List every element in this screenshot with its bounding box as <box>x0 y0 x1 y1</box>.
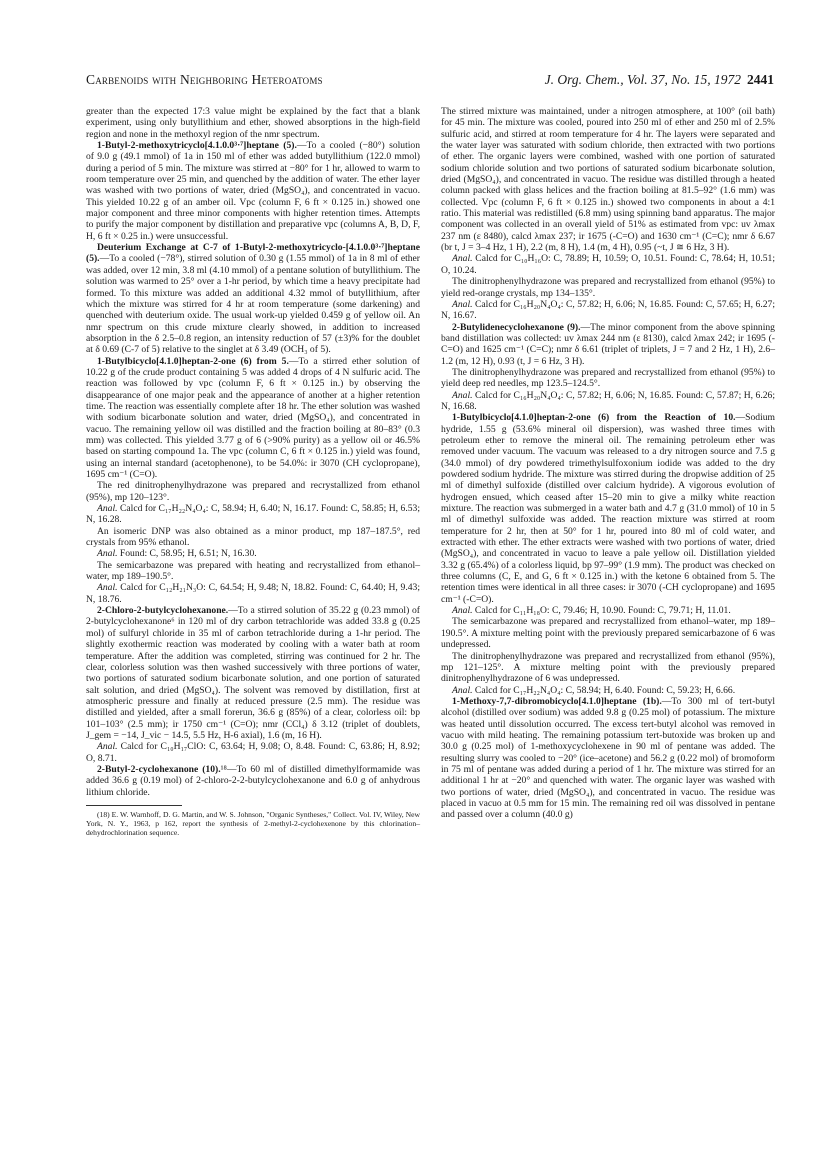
anal-label: Anal. <box>452 298 473 310</box>
anal-label: Anal. <box>452 605 473 617</box>
paragraph-text: The dinitrophenylhydrazone was prepared and recrystallized from ethanol (95%), mp 121–125°. A mixture melting point with the previously prepared dinitrophenylhydrazone of 6 was undepressed. <box>441 650 775 685</box>
anal-label: Anal. <box>97 548 118 560</box>
section-heading: 2-Butylidenecyclohexanone (9). <box>452 321 581 333</box>
paragraph <box>86 582 420 605</box>
paragraph <box>86 526 420 549</box>
anal-label: Anal. <box>452 253 473 265</box>
paragraph <box>86 548 420 559</box>
paragraph-text: Found: C, 58.95; H, 6.51; N, 16.30. <box>117 548 257 560</box>
paragraph-text: Calcd for C₁₇H₂₂N₄O₄: C, 58.94; H, 6.40; N, 16.17. Found: C, 58.85; H, 6.53; N, 16.28. <box>86 503 420 526</box>
paragraph-text: The red dinitrophenylhydrazone was prepared and recrystallized from ethanol (95%), mp 120–123°. <box>86 480 420 503</box>
anal-label: Anal. <box>452 684 473 696</box>
anal-label: Anal. <box>452 389 473 401</box>
paragraph-text: Calcd for C₁₀H₁₆O: C, 78.89; H, 10.59; O, 10.51. Found: C, 78.64; H, 10.51; O, 10.24. <box>441 253 775 276</box>
paragraph <box>86 480 420 503</box>
paragraph <box>86 741 420 764</box>
paragraph-text: —The minor component from the above spinning band distillation was collected: uv λmax 244 nm (ε 8130), calcd λmax 242; ir 1695 (-C=O) and 1625 cm⁻¹ (C=C); nmr δ 6.61 (triplet of triplets, J = 7 and 2 Hz, 1 H), 2.6–1.2 (m, 12 H), 0.93 (t, J = 6 Hz, 3 H). <box>441 321 775 367</box>
section-paragraph <box>441 322 775 367</box>
paragraph-text: The dinitrophenylhydrazone was prepared and recrystallized from ethanol (95%) to yield red-orange crystals, mp 134–135°. <box>441 276 775 299</box>
section-paragraph <box>86 140 420 242</box>
paragraph-text: The dinitrophenylhydrazone was prepared and recrystallized from ethanol (95%) to yield deep red needles, mp 123.5–124.5°. <box>441 366 775 390</box>
paragraph <box>86 106 420 140</box>
anal-label: Anal. <box>97 582 118 594</box>
section-heading: 2-Butyl-2-cyclohexanone (10). <box>97 763 221 775</box>
page-number: 2441 <box>747 72 774 87</box>
section-heading: 1-Butyl-2-methoxytricyclo[4.1.0.0³·⁷]heptane (5). <box>97 140 297 152</box>
paragraph-text: The semicarbazone was prepared with heating and recrystallized from ethanol–water, mp 189–190.5°. <box>86 559 420 583</box>
section-paragraph <box>441 696 775 821</box>
running-title: Carbenoids with Neighboring Heteroatoms <box>86 72 323 87</box>
paragraph <box>441 367 775 390</box>
paragraph-text: Calcd for C₁₆H₂₀N₄O₄: C, 57.82; H, 6.06; N, 16.85. Found: C, 57.87; H, 6.26; N, 16.68. <box>441 389 775 412</box>
section-paragraph <box>86 605 420 741</box>
paragraph <box>441 651 775 685</box>
footnote-rule <box>86 805 182 806</box>
section-heading: 1-Butylbicyclo[4.1.0]heptan-2-one (6) from 5. <box>97 355 289 367</box>
section-heading: 2-Chloro-2-butylcyclohexanone. <box>97 605 229 617</box>
paragraph-text: Calcd for C₁₁H₁₈O: C, 79.46; H, 10.90. Found: C, 79.71; H, 11.01. <box>472 605 731 617</box>
journal-name: J. Org. Chem., Vol. 37, No. 15, 1972 <box>544 72 741 87</box>
paragraph-text: —To a cooled (−80°) solution of 9.0 g (49.1 mmol) of 1a in 150 ml of ether was added butyllithium (122.0 mmol) during a period of 5 min. The mixture was stirred at −80° for 1 hr, allowed to warm to room temperature over 25 min, and quenched by the addition of water. The ether layer was washed with two portions of water, dried (MgSO₄), and concentrated in vacuo. This yielded 10.22 g of an amber oil. Vpc (column F, 6 ft × 0.125 in.) showed one major component and three minor components with higher retention times. Attempts to purify the major component by distillation and preparative vpc (columns A, B, D, F, H, 6 ft × 0.25 in.) were unsuccessful. <box>86 140 420 242</box>
section-heading: Deuterium Exchange at C-7 of 1-Butyl-2-methoxytricyclo-[4.1.0.0³·⁷]heptane (5). <box>86 242 420 265</box>
paragraph <box>441 685 775 696</box>
paragraph <box>441 299 775 322</box>
running-header <box>86 72 774 92</box>
paragraph-text: Calcd for C₁₆H₂₀N₄O₄: C, 57.82; H, 6.06; N, 16.85. Found: C, 57.65; H, 6.27; N, 16.67. <box>441 298 775 322</box>
paragraph-text: greater than the expected 17:3 value might be explained by the fact that a blank experiment, using only butyllithium and ether, showed absorptions in the high-field region and none in the methoxyl region of the nmr spectrum. <box>86 106 420 140</box>
paragraph-text: —To 300 ml of tert-butyl alcohol (distilled over sodium) was added 9.8 g (0.25 mol) of potassium. The mixture was heated until dissolution occurred. The excess tert-butyl alcohol was removed in vacuo with mild heating. The remaining potassium tert-butoxide was broken up and 30.0 g (0.25 mol) of 1-methoxycyclohexene in 90 ml of pentane was added. The resulting slurry was cooled to −20° (ice–acetone) and 56.2 g (0.22 mol) of bromoform in 75 ml of pentane was added during a period of 1 hr. The mixture was stirred for an additional 1 hr at −20° and quenched with water. The organic layer was washed with two portions of water, dried (MgSO₄), and concentrated in vacuo. The residue was placed in vacuo at 0.5 mm for 15 min. The remaining red oil was dissolved in pentane and passed over a column (40.0 g) <box>441 695 775 821</box>
footnote: (18) E. W. Warnhoff, D. G. Martin, and W. S. Johnson, "Organic Syntheses," Collect. Vol. IV, Wiley, New York, N. Y., 1963, p 162, report the synthesis of 2-methyl-2-cyclohexenone by this chlorination–dehydrochlorination sequence. <box>86 809 420 838</box>
section-paragraph <box>86 764 420 798</box>
section-heading: 1-Methoxy-7,7-dibromobicyclo[4.1.0]heptane (1b). <box>452 695 662 707</box>
section-paragraph <box>441 412 775 605</box>
paragraph <box>86 503 420 526</box>
paragraph-text: Calcd for C₁₇H₂₂N₄O₄: C, 58.94; H, 6.40. Found: C, 59.23; H, 6.66. <box>472 684 736 696</box>
paragraph <box>441 616 775 650</box>
paragraph-text: —Sodium hydride, 1.55 g (53.6% mineral oil dispersion), was washed three times with petroleum ether to remove the mineral oil. The remaining petroleum ether was removed under vacuum. The vacuum was released to a dry nitrogen source and 7.5 g (34.0 mmol) of dry powdered trimethylsulfoxonium iodide was added to the dry powdered sodium hydride. The mixture was stirred during the dropwise addition of 25 ml of dimethyl sulfoxide (distilled over calcium hydride). A vigorous evolution of hydrogen ensued, which ceased after 15–20 min to give a milky white reaction mixture. The reaction was submerged in a water bath and 4.7 g (31.0 mmol) of 10 in 5 ml of dimethyl sulfoxide was added. The reaction mixture was stirred at room temperature for 2 hr, then at 50° for 1 hr, poured into 80 ml of cold water, and extracted with ether. The ether extracts were washed with two portions of water, dried (MgSO₄), and concentrated in vacuo to leave a pale yellow oil. Distillation yielded 3.32 g (65.4%) of a colorless liquid, bp 97–99° (1.9 mm). The product was checked on three columns (C, E, and G, 6 ft × 0.125 in.) with the ketone 6 obtained from 5. The retention times were identical in all three cases: ir 3070 (-CH cyclopropane) and 1695 cm⁻¹ (-C=O). <box>441 412 775 605</box>
paragraph-text: Calcd for C₁₂H₂₁N₃O: C, 64.54; H, 9.48; N, 18.82. Found: C, 64.40; H, 9.43; N, 18.76. <box>86 582 420 605</box>
paragraph-text: ¹⁸—To 60 ml of distilled dimethylformamide was added 36.6 g (0.19 mol) of 2-chloro-2-2-butylcyclohexanone and 6.0 g of anhydrous lithium chloride. <box>86 763 421 798</box>
paragraph <box>86 560 420 583</box>
paragraph-text: The stirred mixture was maintained, under a nitrogen atmosphere, at 100° (oil bath) for 45 min. The mixture was cooled, poured into 250 ml of ether and 250 ml of 2.5% sulfuric acid, and stirred at room temperature for 4 hr. The layers were separated and the water layer was saturated with sodium chloride, then extracted with two portions of ether. The organic layers were combined, washed with one portion of saturated sodium chloride solution and two portions of saturated sodium bicarbonate solution, dried (MgSO₄), and concentrated in vacuo. The residue was distilled through a heated column packed with glass helices and the fraction boiling at 81.5–92° (1.6 mm) was collected. Vpc (column F, 6 ft × 0.125 in.) showed two components in about a 4:1 ratio. This material was redistilled (6.8 mm) using spinning band apparatus. The major component was collected in an overall yield of 51% as estimated from vpc: uv λmax 237 nm (ε 8480), calcd λmax 237; ir 1675 (-C=O) and 1630 cm⁻¹ (C=C); nmr δ 6.67 (br t, J = 3–4 Hz, 1 H), 2.2 (m, 8 H), 1.4 (m, 4 H), 0.95 (~t, J ≅ 6 Hz, 3 H). <box>441 106 775 254</box>
paragraph <box>441 106 775 253</box>
anal-label: Anal. <box>97 741 118 753</box>
paragraph <box>441 253 775 276</box>
left-column <box>86 106 420 838</box>
paragraph <box>441 605 775 616</box>
paragraph <box>441 390 775 413</box>
right-column <box>441 106 775 821</box>
paragraph-text: —To a stirred solution of 35.22 g (0.23 mmol) of 2-butylcyclohexanone⁶ in 120 ml of dry carbon tetrachloride was added 33.8 g (0.25 mol) of sulfuryl chloride in 35 ml of carbon tetrachloride during a 1-hr period. The slightly exothermic reaction was moderated by cooling with a water bath at room temperature. After the addition was completed, stirring was continued for 2 hr. The clear, colorless solution was then washed successively with three portions of water, two portions of saturated sodium bicarbonate solution, and one portion of saturated salt solution, and dried (MgSO₄). The solvent was removed by distillation, first at atmospheric pressure and finally at reduced pressure (2.5 mm). The residue was distilled and yielded, after a small forerun, 36.6 g (85%) of a clear, colorless oil: bp 101–103° (2.5 mm); ir 1750 cm⁻¹ (C=O); nmr (CCl₄) δ 3.12 (triplet of doublets, J_gem = −14, J_vic − 14.5, 5.5 Hz, H-6 axial), 1.6 (m, 16 H). <box>86 605 420 741</box>
paragraph-text: Calcd for C₁₀H₁₇ClO: C, 63.64; H, 9.08; O, 8.48. Found: C, 63.86; H, 8.92; O, 8.71. <box>86 741 420 764</box>
section-paragraph <box>86 356 420 481</box>
journal-citation <box>545 72 774 88</box>
paragraph-text: The semicarbazone was prepared and recrystallized from ethanol–water, mp 189–190.5°. A mixture melting point with the previously prepared semicarbazone of 6 was undepressed. <box>441 616 775 651</box>
anal-label: Anal. <box>97 503 118 515</box>
paragraph <box>441 276 775 299</box>
paragraph-text: An isomeric DNP was also obtained as a minor product, mp 187–187.5°, red crystals from 95% ethanol. <box>86 525 420 549</box>
section-paragraph <box>86 242 420 355</box>
paragraph-text: —To a cooled (−78°), stirred solution of 0.30 g (1.55 mmol) of 1a in 8 ml of ether was added, over 12 min, 3.8 ml (4.10 mmol) of a pentane solution of butyllithium. The solution was warmed to 25° over a 1-hr period, by which time a heavy precipitate had formed. To this mixture was added an additional 4.32 mmol of butyllithium, after which the mixture was stirred for 4 hr at room temperature (some darkening) and quenched with deuterium oxide. The usual work-up yielded 0.459 g of yellow oil. An nmr spectrum on this crude mixture clearly showed, in addition to increased absorption in the δ 2.5–0.8 region, an intensity reduction of 57 (±3)% for the doublet at δ 0.69 (C-7 of 5) relative to the singlet at δ 3.49 (OCH₃ of 5). <box>86 253 420 356</box>
section-heading: 1-Butylbicyclo[4.1.0]heptan-2-one (6) from the Reaction of 10. <box>452 412 736 424</box>
paragraph-text: —To a stirred ether solution of 10.22 g of the crude product containing 5 was added 4 drops of 4 N sulfuric acid. The reaction was followed by vpc (column F, 6 ft × 0.125 in.) by observing the disappearance of one major peak and the appearance of another at a higher retention time. The reaction was essentially complete after 18 hr. The ether solution was washed with sodium bicarbonate solution and water, dried (MgSO₄), and concentrated in vacuo. The remaining yellow oil was distilled and the fraction boiling at 80–83° (0.3 mm) was collected. This yielded 3.77 g of 6 (>90% purity) as a yellow oil or 46.5% based on starting compound 1a. The vpc (column C, 6 ft × 0.125 in.) yield was found, using an internal standard (acetophenone), to be 54.0%: ir 3070 (CH cyclopropane), 1695 cm⁻¹ (C=O). <box>86 355 420 480</box>
